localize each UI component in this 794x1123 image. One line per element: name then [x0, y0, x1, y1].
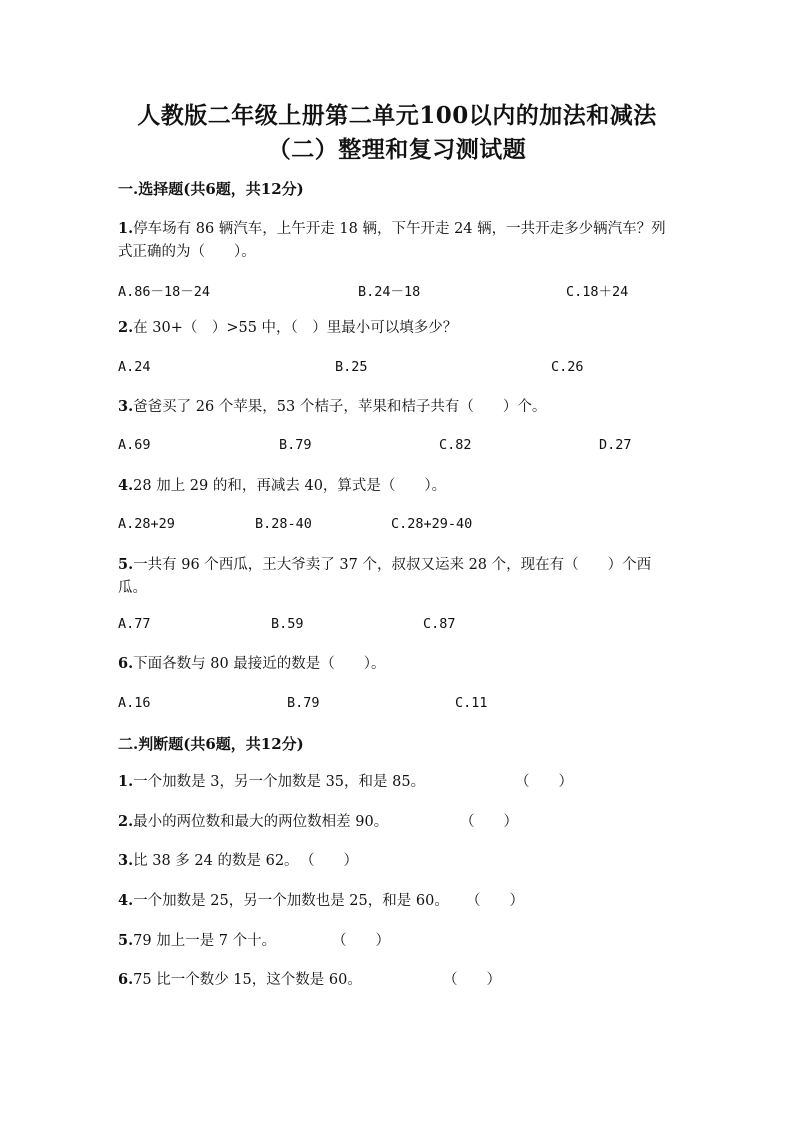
option-a: A.77	[118, 616, 151, 632]
judge-question-5	[118, 929, 276, 950]
choice-question-5	[118, 553, 678, 600]
answer-blank: （ ）	[332, 933, 390, 949]
option-c: C.18＋24	[566, 284, 629, 300]
question-text: 爸爸买了 26 个苹果，53 个桔子，苹果和桔子共有（ ）个。	[133, 399, 547, 415]
choice-question-3	[118, 395, 678, 419]
judge-question-6	[118, 968, 362, 989]
option-c: C.28+29-40	[391, 516, 473, 532]
choice-question-4	[118, 474, 678, 498]
question-text: 最小的两位数和最大的两位数相差 90。	[133, 814, 389, 830]
section-heading-choice: 一.选择题(共6题，共12分)	[118, 180, 304, 198]
answer-blank: （ ）	[466, 893, 524, 909]
question-text: 28 加上 29 的和，再减去 40，算式是（ ）。	[133, 478, 447, 494]
option-d: D.27	[599, 437, 632, 453]
option-c: C.26	[551, 359, 584, 375]
question-number: 3.	[118, 398, 134, 415]
question-number: 4.	[118, 477, 134, 494]
answer-blank: （ ）	[443, 972, 501, 988]
choice-question-1	[118, 217, 678, 264]
judge-question-2	[118, 810, 388, 831]
section-heading-judge: 二.判断题(共6题，共12分)	[118, 735, 304, 753]
question-text: 比 38 多 24 的数是 62。	[133, 853, 299, 869]
judge-question-1	[118, 770, 425, 791]
question-number: 3.	[118, 852, 134, 869]
question-text: 停车场有 86 辆汽车，上午开走 18 辆，下午开走 24 辆，一共开走多少辆汽车？列式正确的为（ ）。	[118, 221, 666, 260]
question-text: 79 加上一是 7 个十。	[133, 933, 277, 949]
judge-question-4	[118, 889, 449, 910]
question-number: 5.	[118, 932, 134, 949]
judge-question-3	[118, 849, 299, 870]
question-number: 1.	[118, 773, 134, 790]
option-c: C.11	[455, 695, 488, 711]
option-a: A.24	[118, 359, 151, 375]
option-c: C.82	[439, 437, 472, 453]
option-b: B.79	[287, 695, 320, 711]
question-text: 下面各数与 80 最接近的数是（ ）。	[133, 656, 386, 672]
answer-blank: （ ）	[300, 853, 358, 869]
question-text: 在 30+（ ）>55 中，（ ）里最小可以填多少？	[133, 320, 458, 336]
answer-blank: （ ）	[460, 814, 518, 830]
question-text: 一个加数是 3，另一个加数是 35，和是 85。	[133, 774, 426, 790]
option-a: A.86－18－24	[118, 284, 211, 300]
option-b: B.28-40	[255, 516, 312, 532]
option-b: B.79	[279, 437, 312, 453]
option-b: B.24－18	[358, 284, 421, 300]
page-title-line1: 人教版二年级上册第二单元100以内的加法和减法	[137, 102, 657, 129]
question-text: 一个加数是 25，另一个加数也是 25，和是 60。	[133, 893, 449, 909]
option-b: B.25	[335, 359, 368, 375]
option-a: A.16	[118, 695, 151, 711]
question-number: 2.	[118, 813, 134, 830]
question-text: 一共有 96 个西瓜，王大爷卖了 37 个，叔叔又运来 28 个，现在有（ ）个西瓜。	[118, 557, 652, 596]
question-number: 5.	[118, 556, 134, 573]
question-number: 4.	[118, 892, 134, 909]
question-text: 75 比一个数少 15，这个数是 60。	[133, 972, 362, 988]
question-number: 2.	[118, 319, 134, 336]
option-b: B.59	[271, 616, 304, 632]
choice-question-6	[118, 652, 678, 676]
answer-blank: （ ）	[515, 774, 573, 790]
option-a: A.69	[118, 437, 151, 453]
question-number: 6.	[118, 971, 134, 988]
option-c: C.87	[423, 616, 456, 632]
page-title-line2: （二）整理和复习测试题	[267, 136, 527, 163]
option-a: A.28+29	[118, 516, 175, 532]
question-number: 1.	[118, 220, 134, 237]
choice-question-2	[118, 316, 678, 340]
question-number: 6.	[118, 655, 134, 672]
